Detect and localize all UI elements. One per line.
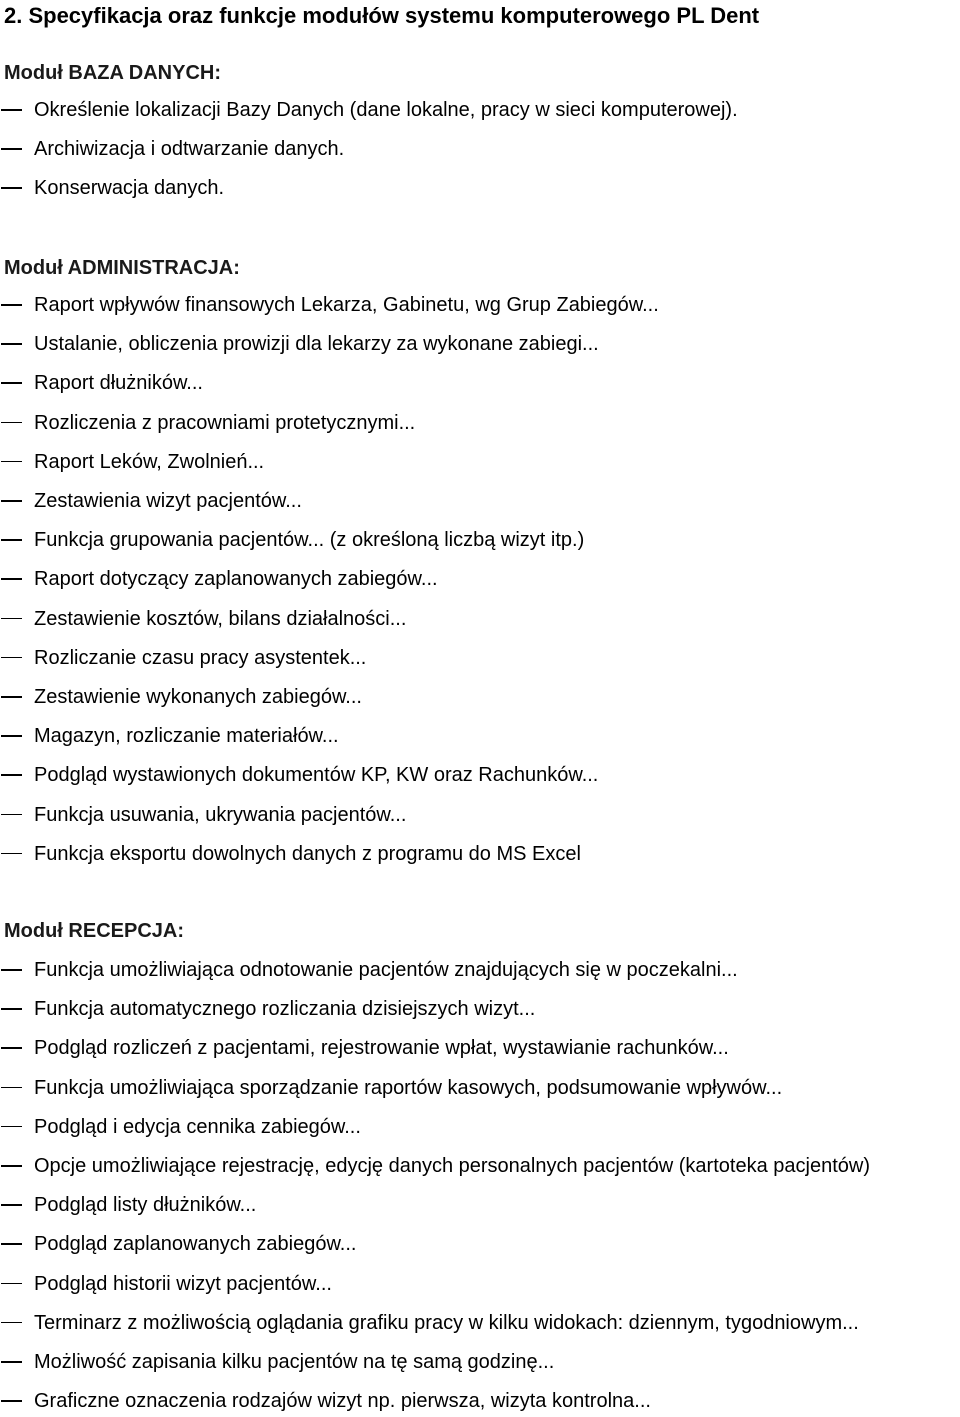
list-item-text: Funkcja grupowania pacjentów... (z określoną liczbą wizyt itp.)	[34, 529, 585, 552]
list-item-text: Terminarz z możliwością oglądania grafiku pracy w kilku widokach: dziennym, tygodniowym...	[34, 1311, 859, 1334]
dash-bullet-icon	[1, 187, 22, 189]
list-item-text: Raport wpływów finansowych Lekarza, Gabinetu, wg Grup Zabiegów...	[34, 294, 659, 316]
list-item-text: Funkcja automatycznego rozliczania dzisiejszych wizyt...	[34, 998, 536, 1021]
list-item-text: Podgląd listy dłużników...	[34, 1194, 257, 1217]
list-item-text: Funkcja umożliwiająca sporządzanie raportów kasowych, podsumowanie wpływów...	[34, 1076, 783, 1099]
dash-bullet-icon	[1, 735, 22, 737]
section-heading: Moduł BAZA DANYCH:	[4, 62, 222, 84]
list-item-text: Podgląd rozliczeń z pacjentami, rejestrowanie wpłat, wystawianie rachunków...	[34, 1037, 729, 1060]
list-item-text: Archiwizacja i odtwarzanie danych.	[34, 138, 345, 161]
dash-bullet-icon	[1, 343, 22, 345]
list-item-text: Określenie lokalizacji Bazy Danych (dane lokalne, pracy w sieci komputerowej).	[34, 99, 738, 121]
list-item-text: Podgląd historii wizyt pacjentów...	[34, 1272, 332, 1295]
dash-bullet-icon	[1, 1047, 22, 1049]
list-item-text: Rozliczanie czasu pracy asystentek...	[34, 646, 367, 669]
dash-bullet-icon	[1, 422, 22, 424]
list-item-text: Zestawienie wykonanych zabiegów...	[34, 686, 362, 708]
section-heading: Moduł RECEPCJA:	[4, 920, 184, 942]
dash-bullet-icon	[1, 1361, 22, 1363]
list-item-text: Raport dłużników...	[34, 372, 203, 395]
list-item-text: Raport Leków, Zwolnień...	[34, 450, 265, 473]
list-item-text: Funkcja eksportu dowolnych danych z programu do MS Excel	[34, 842, 581, 865]
list-item-text: Graficzne oznaczenia rodzajów wizyt np. pierwsza, wizyta kontrolna...	[34, 1390, 651, 1413]
dash-bullet-icon	[1, 1400, 22, 1402]
list-item-text: Rozliczenia z pracowniami protetycznymi...	[34, 411, 416, 434]
dash-bullet-icon	[1, 1165, 22, 1167]
document-title: 2. Specyfikacja oraz funkcje modułów systemu komputerowego PL Dent	[4, 3, 760, 28]
dash-bullet-icon	[1, 1008, 22, 1010]
dash-bullet-icon	[1, 382, 22, 384]
list-item-text: Możliwość zapisania kilku pacjentów na tę samą godzinę...	[34, 1351, 555, 1373]
list-item-text: Zestawienie kosztów, bilans działalności...	[34, 607, 407, 630]
list-item-text: Funkcja umożliwiająca odnotowanie pacjentów znajdujących się w poczekalni...	[34, 959, 738, 981]
list-item-text: Podgląd wystawionych dokumentów KP, KW oraz Rachunków...	[34, 764, 599, 787]
list-item-text: Podgląd i edycja cennika zabiegów...	[34, 1115, 361, 1138]
dash-bullet-icon	[1, 304, 22, 306]
section-heading: Moduł ADMINISTRACJA:	[4, 257, 240, 279]
dash-bullet-icon	[1, 657, 22, 659]
dash-bullet-icon	[1, 1204, 22, 1206]
dash-bullet-icon	[1, 1243, 22, 1245]
list-item-text: Zestawienia wizyt pacjentów...	[34, 490, 302, 512]
dash-bullet-icon	[1, 1126, 22, 1128]
list-item-text: Ustalanie, obliczenia prowizji dla lekarzy za wykonane zabiegi...	[34, 333, 599, 356]
list-item-text: Magazyn, rozliczanie materiałów...	[34, 725, 339, 748]
list-item-text: Konserwacja danych.	[34, 177, 225, 200]
dash-bullet-icon	[1, 853, 22, 855]
dash-bullet-icon	[1, 461, 22, 463]
dash-bullet-icon	[1, 148, 22, 150]
list-item-text: Podgląd zaplanowanych zabiegów...	[34, 1233, 357, 1256]
dash-bullet-icon	[1, 539, 22, 541]
dash-bullet-icon	[1, 109, 22, 111]
list-item-text: Funkcja usuwania, ukrywania pacjentów...	[34, 803, 407, 826]
dash-bullet-icon	[1, 618, 22, 620]
dash-bullet-icon	[1, 774, 22, 776]
list-item-text: Raport dotyczący zaplanowanych zabiegów...	[34, 568, 438, 591]
dash-bullet-icon	[1, 1283, 22, 1285]
dash-bullet-icon	[1, 696, 22, 698]
dash-bullet-icon	[1, 814, 22, 816]
list-item-text: Opcje umożliwiające rejestrację, edycję danych personalnych pacjentów (kartoteka pacjentów)	[34, 1155, 870, 1177]
dash-bullet-icon	[1, 578, 22, 580]
dash-bullet-icon	[1, 500, 22, 502]
dash-bullet-icon	[1, 1322, 22, 1324]
dash-bullet-icon	[1, 969, 22, 971]
dash-bullet-icon	[1, 1087, 22, 1089]
